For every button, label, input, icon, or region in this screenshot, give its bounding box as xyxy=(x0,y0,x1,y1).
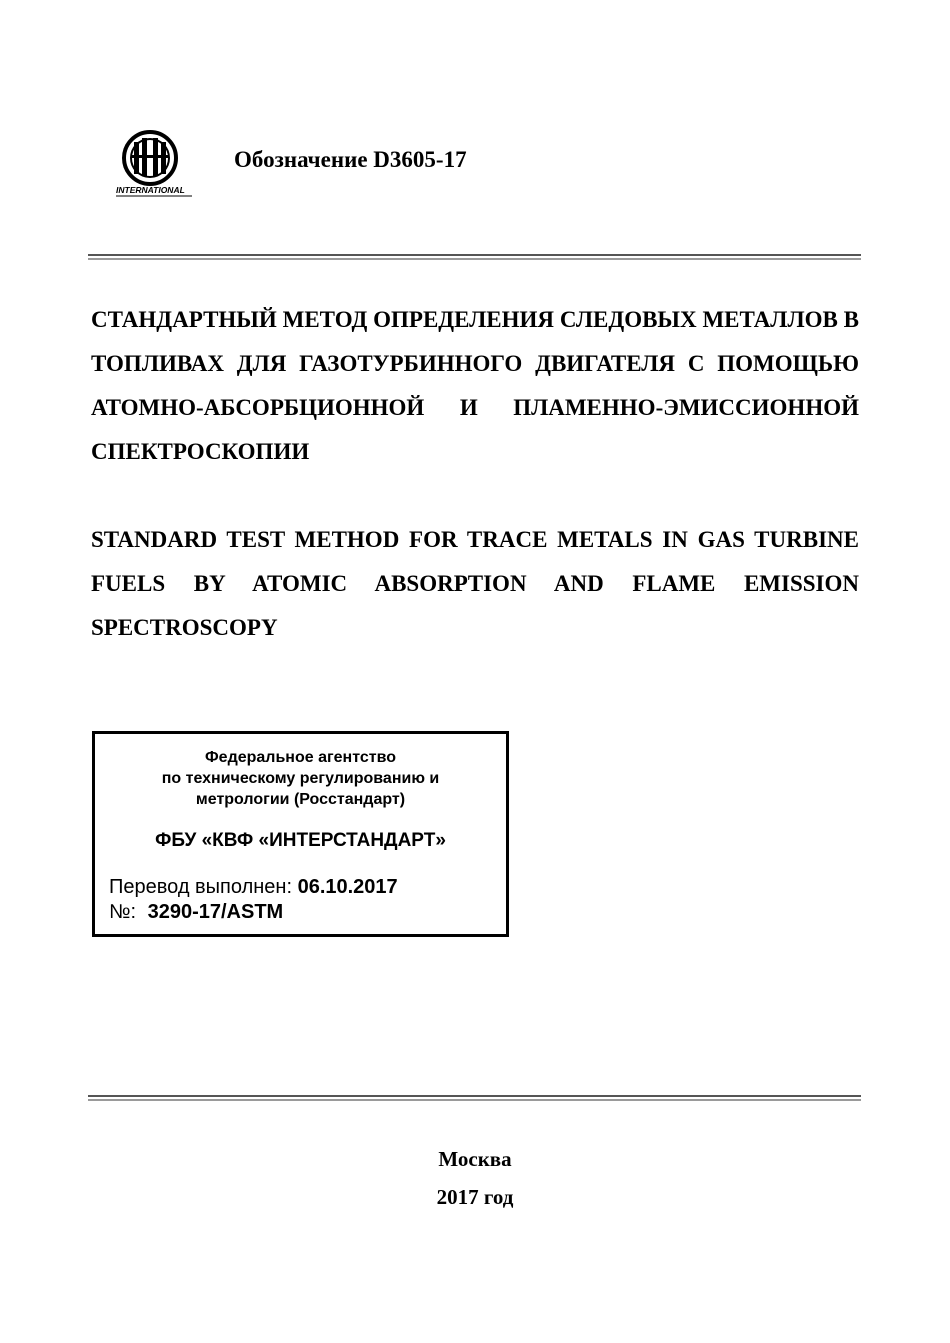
title-english: STANDARD TEST METHOD FOR TRACE METALS IN GAS TURBINE FUELS BY ATOMIC ABSORPTION AND FLAME EMISSION SPECTROSCOPY xyxy=(91,527,859,640)
agency-name: Федеральное агентство по техническому регулированию и метрологии (Росстандарт) xyxy=(161,749,440,808)
year: 2017 год xyxy=(436,1185,514,1209)
top-divider xyxy=(88,254,861,256)
translation-label: Перевод выполнен: xyxy=(109,876,293,898)
bottom-divider xyxy=(88,1095,861,1097)
astm-logo xyxy=(112,128,196,198)
translation-date: 06.10.2017 xyxy=(297,876,398,898)
city: Москва xyxy=(438,1147,512,1171)
organization-name: ФБУ «КВФ «ИНТЕРСТАНДАРТ» xyxy=(155,830,446,851)
translation-stamp xyxy=(92,731,509,937)
translation-date-line xyxy=(109,876,398,899)
number-label: №: xyxy=(109,901,137,923)
document-designation: Обозначение D3605-17 xyxy=(234,147,467,172)
title-russian: СТАНДАРТНЫЙ МЕТОД ОПРЕДЕЛЕНИЯ СЛЕДОВЫХ МЕТАЛЛОВ В ТОПЛИВАХ ДЛЯ ГАЗОТУРБИННОГО ДВИГАТЕЛЯ С ПОМОЩЬЮ АТОМНО-АБСОРБЦИОННОЙ И ПЛАМЕННО-ЭМИССИОННОЙ СПЕКТРОСКОПИИ xyxy=(91,307,859,464)
logo-text: INTERNATIONAL xyxy=(116,185,185,195)
translation-number: 3290-17/ASTM xyxy=(147,901,284,923)
translation-number-line xyxy=(109,901,283,924)
